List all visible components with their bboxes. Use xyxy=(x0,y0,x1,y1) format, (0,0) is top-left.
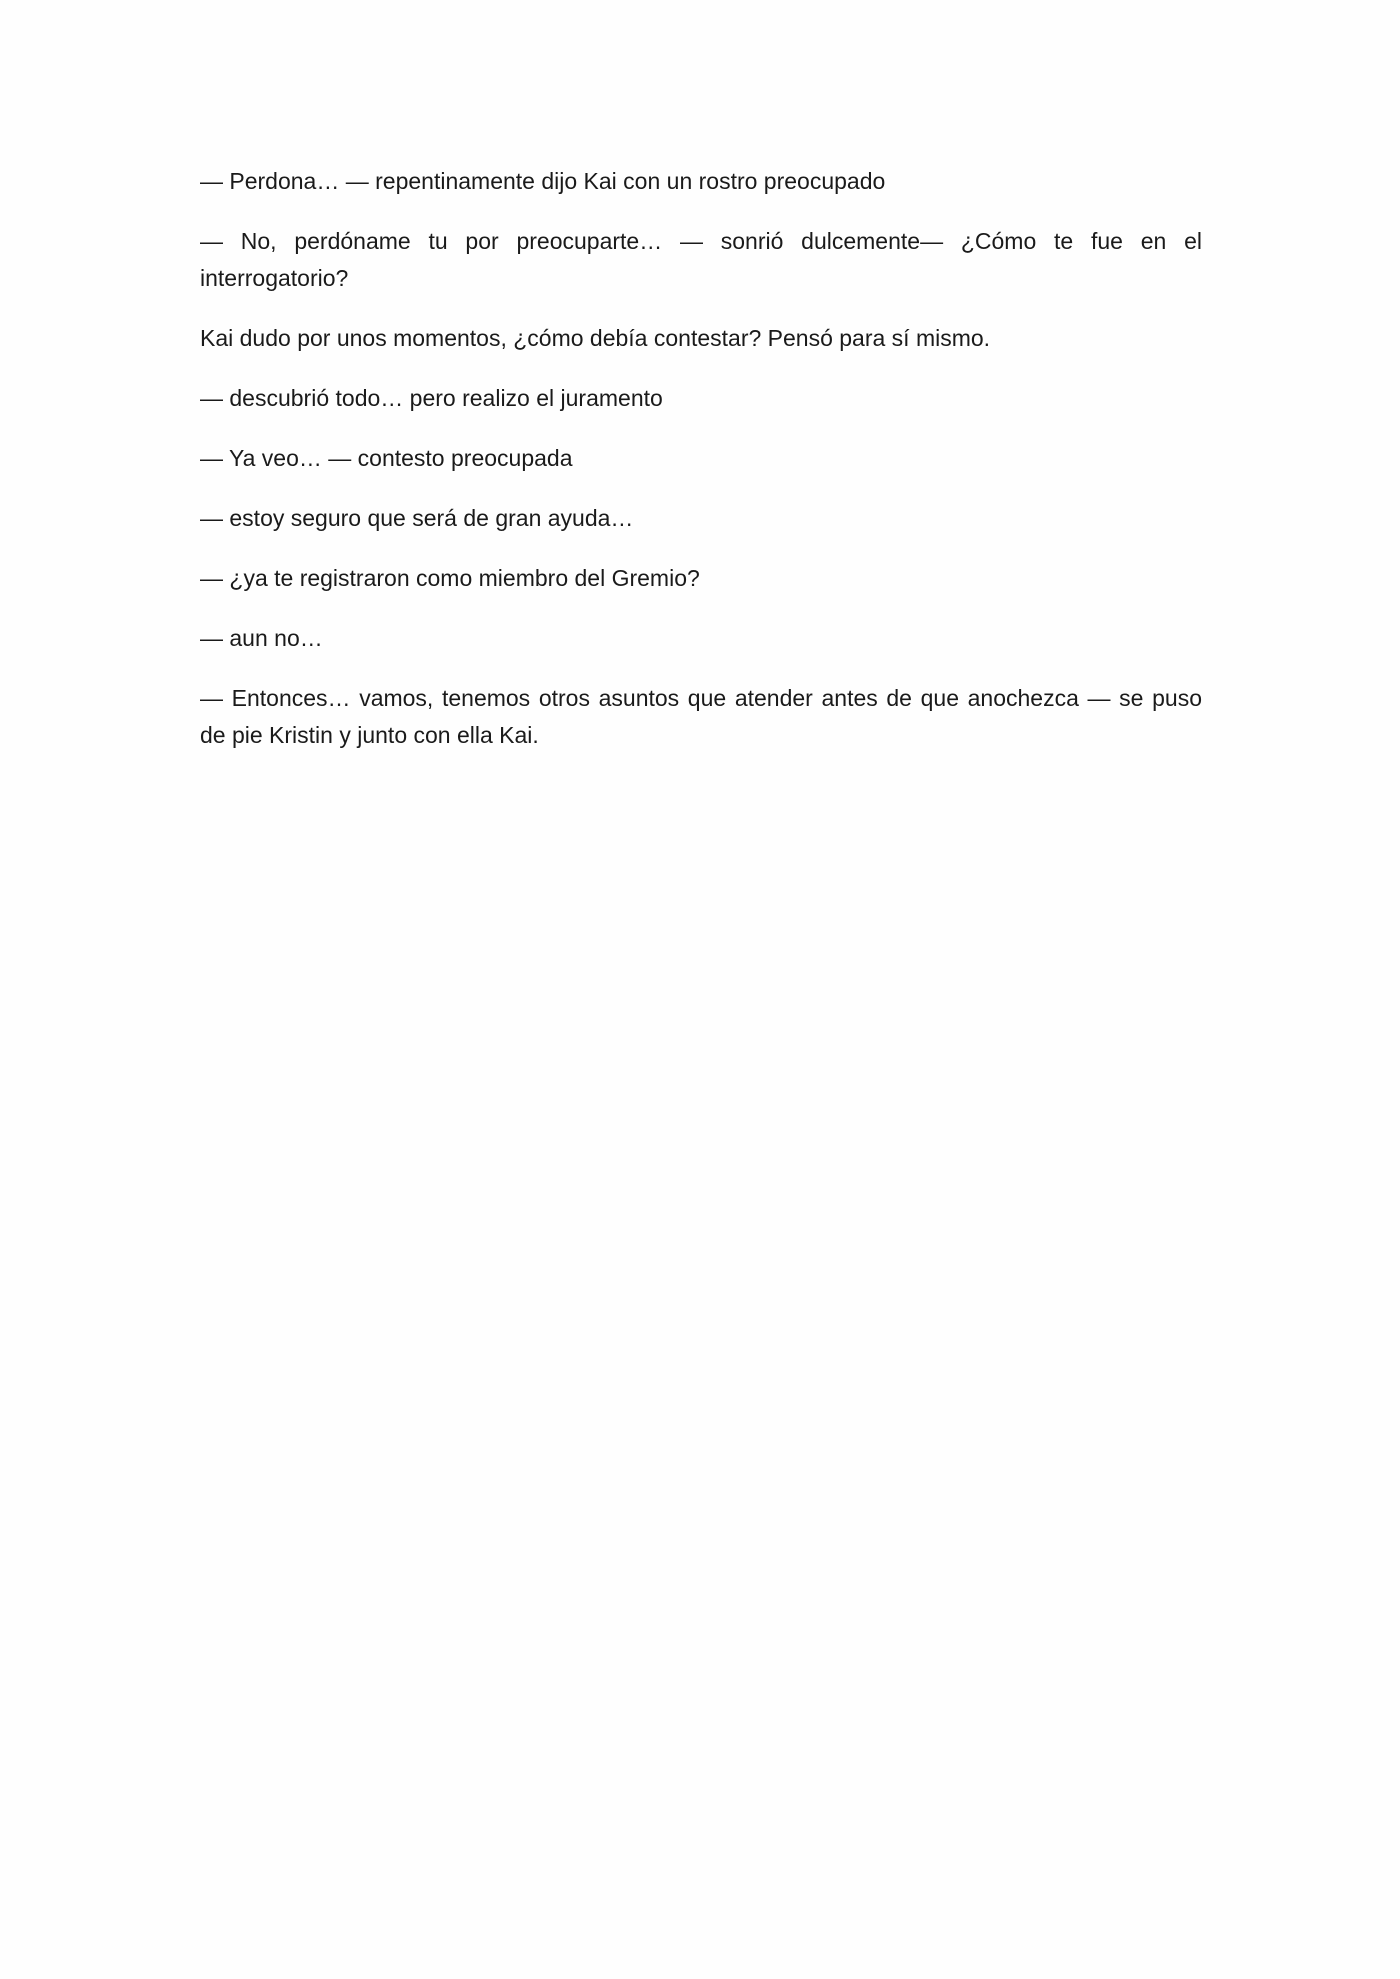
paragraph: — Perdona… — repentinamente dijo Kai con un rostro preocupado xyxy=(200,168,886,194)
paragraph: — descubrió todo… pero realizo el juramento xyxy=(200,385,663,411)
paragraph: — aun no… xyxy=(200,625,323,651)
document-body xyxy=(200,163,1202,777)
paragraph: — Ya veo… — contesto preocupada xyxy=(200,445,573,471)
paragraph: — No, perdóname tu por preocuparte… — sonrió dulcemente— ¿Cómo te fue en el interrogatorio? xyxy=(200,228,1202,291)
paragraph: — estoy seguro que será de gran ayuda… xyxy=(200,505,634,531)
paragraph: — Entonces… vamos, tenemos otros asuntos que atender antes de que anochezca — se puso de pie Kristin y junto con ella Kai. xyxy=(200,685,1202,748)
paragraph: — ¿ya te registraron como miembro del Gremio? xyxy=(200,565,700,591)
paragraph: Kai dudo por unos momentos, ¿cómo debía contestar? Pensó para sí mismo. xyxy=(200,325,991,351)
